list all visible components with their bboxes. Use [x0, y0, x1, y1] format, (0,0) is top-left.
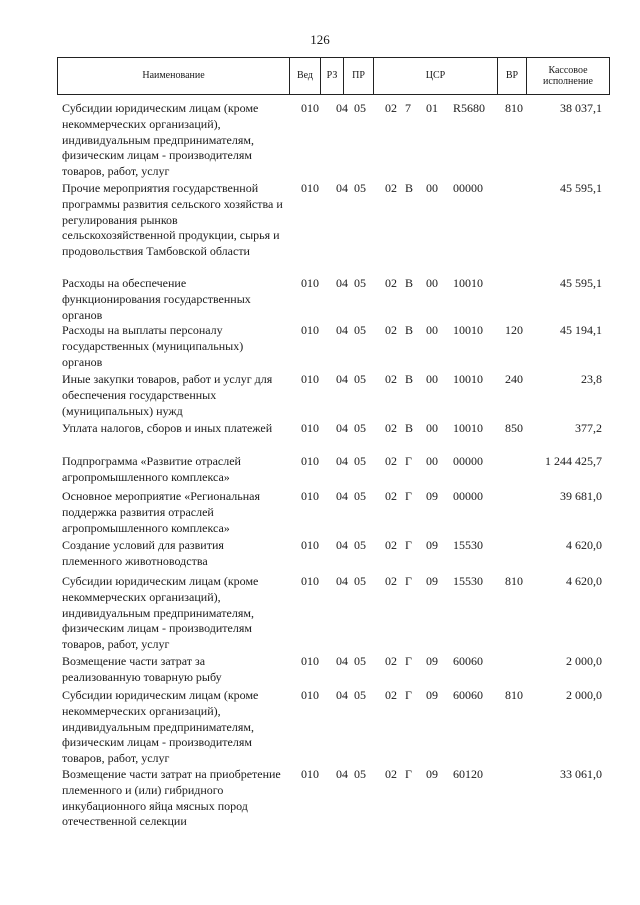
row-csr-event: 09	[426, 489, 438, 503]
row-csr-subprogram: Г	[405, 688, 412, 702]
row-vr: 810	[505, 101, 523, 115]
row-amount: 45 595,1	[560, 181, 602, 195]
row-csr-event: 00	[426, 323, 438, 337]
row-name: Субсидии юридическим лицам (кроме некоммерческих организаций), индивидуальным предпринимателям, физическим лицам - производителям товаров, работ, услуг	[62, 101, 259, 179]
header-vr: ВР	[498, 58, 527, 94]
row-csr-program: 02	[385, 181, 397, 195]
row-name: Иные закупки товаров, работ и услуг для обеспечения государственных (муниципальных) нужд	[62, 372, 273, 418]
row-pr: 05	[354, 372, 366, 386]
row-pr: 05	[354, 421, 366, 435]
row-csr-subprogram: Г	[405, 538, 412, 552]
row-csr-direction: 60060	[453, 688, 483, 702]
row-csr-subprogram: В	[405, 323, 414, 337]
row-csr-subprogram: В	[405, 181, 414, 195]
row-vr: 810	[505, 688, 523, 702]
row-rz: 04	[336, 181, 348, 195]
row-csr-event: 09	[426, 688, 438, 702]
row-amount: 2 000,0	[566, 654, 602, 668]
row-csr-direction: 10010	[453, 421, 483, 435]
row-ved: 010	[301, 323, 319, 337]
row-ved: 010	[301, 276, 319, 290]
row-csr-program: 02	[385, 538, 397, 552]
row-csr-direction: 00000	[453, 454, 483, 468]
table-header	[57, 57, 610, 95]
row-rz: 04	[336, 538, 348, 552]
row-rz: 04	[336, 574, 348, 588]
row-ved: 010	[301, 101, 319, 115]
row-rz: 04	[336, 421, 348, 435]
row-ved: 010	[301, 688, 319, 702]
row-csr-event: 00	[426, 454, 438, 468]
row-amount: 38 037,1	[560, 101, 602, 115]
row-ved: 010	[301, 538, 319, 552]
row-csr-program: 02	[385, 454, 397, 468]
row-csr-program: 02	[385, 489, 397, 503]
row-amount: 2 000,0	[566, 688, 602, 702]
row-csr-event: 00	[426, 372, 438, 386]
row-vr: 240	[505, 372, 523, 386]
row-amount: 23,8	[581, 372, 602, 386]
row-csr-direction: 60120	[453, 767, 483, 781]
row-csr-event: 09	[426, 538, 438, 552]
row-pr: 05	[354, 489, 366, 503]
header-ved: Вед	[290, 58, 321, 94]
row-csr-direction: R5680	[453, 101, 486, 115]
row-rz: 04	[336, 688, 348, 702]
row-pr: 05	[354, 276, 366, 290]
row-pr: 05	[354, 654, 366, 668]
row-csr-program: 02	[385, 688, 397, 702]
row-csr-subprogram: Г	[405, 574, 412, 588]
row-vr: 120	[505, 323, 523, 337]
row-csr-subprogram: 7	[405, 101, 411, 115]
row-csr-direction: 10010	[453, 372, 483, 386]
header-csr: ЦСР	[374, 58, 498, 94]
row-pr: 05	[354, 688, 366, 702]
row-csr-direction: 15530	[453, 538, 483, 552]
row-csr-subprogram: В	[405, 421, 414, 435]
row-ved: 010	[301, 654, 319, 668]
header-rz: РЗ	[321, 58, 344, 94]
row-csr-event: 09	[426, 574, 438, 588]
row-csr-subprogram: Г	[405, 454, 412, 468]
row-name: Уплата налогов, сборов и иных платежей	[62, 421, 273, 435]
row-amount: 1 244 425,7	[545, 454, 602, 468]
row-rz: 04	[336, 372, 348, 386]
row-csr-program: 02	[385, 323, 397, 337]
row-vr: 850	[505, 421, 523, 435]
row-csr-event: 09	[426, 654, 438, 668]
row-rz: 04	[336, 767, 348, 781]
row-csr-direction: 00000	[453, 181, 483, 195]
header-pr: ПР	[344, 58, 374, 94]
row-amount: 33 061,0	[560, 767, 602, 781]
row-csr-event: 01	[426, 101, 438, 115]
row-ved: 010	[301, 421, 319, 435]
row-csr-subprogram: Г	[405, 767, 412, 781]
row-csr-program: 02	[385, 276, 397, 290]
row-csr-subprogram: Г	[405, 654, 412, 668]
row-rz: 04	[336, 654, 348, 668]
row-name: Субсидии юридическим лицам (кроме некоммерческих организаций), индивидуальным предпринимателям, физическим лицам - производителям товаров, работ, услуг	[62, 688, 259, 766]
row-csr-event: 00	[426, 276, 438, 290]
row-pr: 05	[354, 323, 366, 337]
row-name: Расходы на выплаты персоналу государственных (муниципальных) органов	[62, 323, 244, 369]
row-csr-event: 00	[426, 181, 438, 195]
row-csr-program: 02	[385, 372, 397, 386]
row-ved: 010	[301, 372, 319, 386]
header-name: Наименование	[58, 58, 290, 94]
row-csr-direction: 15530	[453, 574, 483, 588]
row-amount: 45 595,1	[560, 276, 602, 290]
row-name: Субсидии юридическим лицам (кроме некоммерческих организаций), индивидуальным предпринимателям, физическим лицам - производителям товаров, работ, услуг	[62, 574, 259, 652]
row-pr: 05	[354, 574, 366, 588]
row-name: Возмещение части затрат за реализованную товарную рыбу	[62, 654, 222, 684]
row-csr-direction: 10010	[453, 323, 483, 337]
row-name: Основное мероприятие «Региональная поддержка развития отраслей агропромышленного комплекса»	[62, 489, 261, 535]
row-csr-program: 02	[385, 101, 397, 115]
header-amount: Кассовое исполнение	[543, 64, 593, 87]
row-ved: 010	[301, 574, 319, 588]
row-csr-direction: 60060	[453, 654, 483, 668]
row-rz: 04	[336, 489, 348, 503]
row-pr: 05	[354, 454, 366, 468]
row-pr: 05	[354, 538, 366, 552]
row-amount: 45 194,1	[560, 323, 602, 337]
row-amount: 377,2	[575, 421, 602, 435]
row-csr-program: 02	[385, 654, 397, 668]
row-ved: 010	[301, 454, 319, 468]
row-rz: 04	[336, 276, 348, 290]
row-csr-program: 02	[385, 767, 397, 781]
row-name: Возмещение части затрат на приобретение племенного и (или) гибридного инкубационного яйца мясных пород отечественной селекции	[62, 767, 281, 829]
row-name: Расходы на обеспечение функционирования государственных органов	[62, 276, 251, 322]
row-pr: 05	[354, 101, 366, 115]
row-csr-subprogram: В	[405, 372, 414, 386]
row-pr: 05	[354, 181, 366, 195]
row-rz: 04	[336, 454, 348, 468]
row-csr-event: 09	[426, 767, 438, 781]
row-csr-program: 02	[385, 574, 397, 588]
row-amount: 39 681,0	[560, 489, 602, 503]
row-name: Прочие мероприятия государственной программы развития сельского хозяйства и регулирования рынков сельскохозяйственной продукции, сырья и продовольствия Тамбовской области	[62, 181, 283, 259]
row-pr: 05	[354, 767, 366, 781]
row-rz: 04	[336, 101, 348, 115]
row-vr: 810	[505, 574, 523, 588]
row-name: Подпрограмма «Развитие отраслей агропромышленного комплекса»	[62, 454, 241, 484]
page-number: 126	[310, 32, 330, 47]
row-ved: 010	[301, 767, 319, 781]
row-ved: 010	[301, 181, 319, 195]
row-csr-direction: 10010	[453, 276, 483, 290]
row-amount: 4 620,0	[566, 574, 602, 588]
row-ved: 010	[301, 489, 319, 503]
row-csr-subprogram: Г	[405, 489, 412, 503]
row-amount: 4 620,0	[566, 538, 602, 552]
row-name: Создание условий для развития племенного животноводства	[62, 538, 224, 568]
row-csr-subprogram: В	[405, 276, 414, 290]
row-csr-direction: 00000	[453, 489, 483, 503]
row-rz: 04	[336, 323, 348, 337]
row-csr-event: 00	[426, 421, 438, 435]
row-csr-program: 02	[385, 421, 397, 435]
